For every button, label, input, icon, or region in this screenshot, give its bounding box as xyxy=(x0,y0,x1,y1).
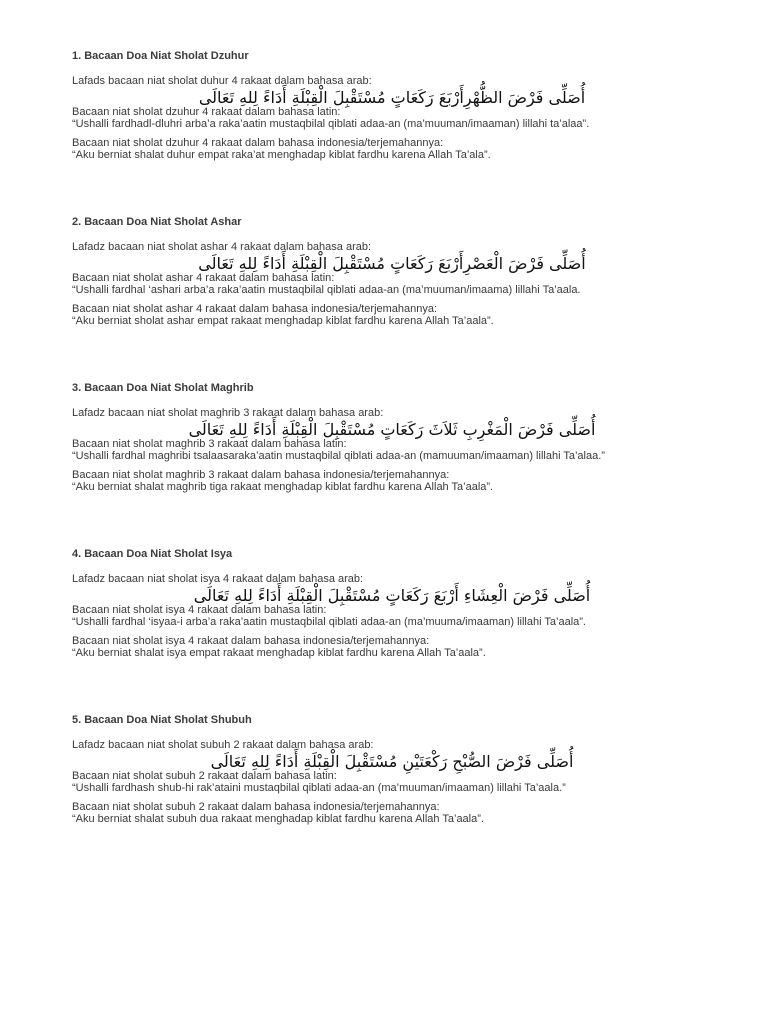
section-title: 2. Bacaan Doa Niat Sholat Ashar xyxy=(72,216,242,228)
section-title: 1. Bacaan Doa Niat Sholat Dzuhur xyxy=(72,50,249,62)
latin-label: Bacaan niat sholat maghrib 3 rakaat dalam bahasa latin: xyxy=(72,437,347,450)
section-title: 5. Bacaan Doa Niat Sholat Shubuh xyxy=(72,714,252,726)
translation-text: “Aku berniat shalat maghrib tiga rakaat menghadap kiblat fardhu karena Allah Ta’aala”. xyxy=(72,481,494,493)
document-page xyxy=(72,49,712,879)
translation-label: Bacaan niat sholat ashar 4 rakaat dalam bahasa indonesia/terjemahannya: xyxy=(72,302,438,315)
translation-text: “Aku berniat shalat subuh dua rakaat menghadap kiblat fardhu karena Allah Ta’aala”. xyxy=(72,813,484,825)
arabic-text: أُصَلِّى فَرْضَ الْعَصْرِأَرْبَعَ رَكَعَاتٍ مُسْتَقْبِلَ الْقِبْلَةِ أَدَاءً لِلهِ تَعَالَى xyxy=(198,253,586,273)
latin-text: “Ushalli fardhal ‘ashari arba’a raka’aatin mustaqbilal qiblati adaa-an (ma’muuman/imaama) lillahi Ta’aala. xyxy=(72,284,581,296)
latin-text: “Ushalli fardhadl-dluhri arba’a raka’aatin mustaqbilal qiblati adaa-an (ma’muuman/imaaman) lillahi ta’alaa”. xyxy=(72,118,590,130)
arabic-intro: Lafadz bacaan niat sholat ashar 4 rakaat dalam bahasa arab: xyxy=(72,241,372,253)
latin-text: “Ushalli fardhal maghribi tsalaasaraka’aatin mustaqbilal qiblati adaa-an (mamuuman/imaaman) lillahi Ta’alaa.” xyxy=(72,450,605,462)
arabic-text: أُصَلِّى فَرْضَ الصُّبْحِ رَكْعَتَيْنِ مُسْتَقْبِلَ الْقِبْلَةِ أَدَاءً لِلهِ تَعَالَى xyxy=(210,751,574,771)
arabic-intro: Lafadz bacaan niat sholat maghrib 3 rakaat dalam bahasa arab: xyxy=(72,407,384,419)
translation-text: “Aku berniat shalat duhur empat raka’at menghadap kiblat fardhu karena Allah Ta’ala”. xyxy=(72,149,491,161)
latin-label: Bacaan niat sholat dzuhur 4 rakaat dalam bahasa latin: xyxy=(72,105,341,118)
translation-label: Bacaan niat sholat subuh 2 rakaat dalam bahasa indonesia/terjemahannya: xyxy=(72,800,440,813)
latin-label: Bacaan niat sholat ashar 4 rakaat dalam bahasa latin: xyxy=(72,271,335,284)
translation-label: Bacaan niat sholat isya 4 rakaat dalam bahasa indonesia/terjemahannya: xyxy=(72,634,430,647)
translation-text: “Aku berniat shalat isya empat rakaat menghadap kiblat fardhu karena Allah Ta’aala”. xyxy=(72,647,486,659)
arabic-intro: Lafadz bacaan niat sholat isya 4 rakaat dalam bahasa arab: xyxy=(72,573,364,585)
arabic-intro: Lafadz bacaan niat sholat subuh 2 rakaat dalam bahasa arab: xyxy=(72,739,374,751)
translation-label: Bacaan niat sholat maghrib 3 rakaat dalam bahasa indonesia/terjemahannya: xyxy=(72,468,450,481)
section-dzuhur xyxy=(72,49,712,215)
section-title: 4. Bacaan Doa Niat Sholat Isya xyxy=(72,548,233,560)
latin-text: “Ushalli fardhash shub-hi rak’ataini mustaqbilal qiblati adaa-an (ma’muuman/imaaman) lillahi Ta’aala.” xyxy=(72,782,566,794)
section-maghrib xyxy=(72,381,712,547)
section-title: 3. Bacaan Doa Niat Sholat Maghrib xyxy=(72,382,254,394)
latin-label: Bacaan niat sholat subuh 2 rakaat dalam bahasa latin: xyxy=(72,769,337,782)
translation-label: Bacaan niat sholat dzuhur 4 rakaat dalam bahasa indonesia/terjemahannya: xyxy=(72,136,444,149)
arabic-intro: Lafads bacaan niat sholat duhur 4 rakaat dalam bahasa arab: xyxy=(72,75,372,87)
translation-text: “Aku berniat sholat ashar empat rakaat menghadap kiblat fardhu karena Allah Ta’aala”. xyxy=(72,315,494,327)
latin-label: Bacaan niat sholat isya 4 rakaat dalam bahasa latin: xyxy=(72,603,327,616)
arabic-text: أُصَلِّى فَرْضَ الْمَغْرِبِ ثَلاَثَ رَكَعَاتٍ مُسْتَقْبِلَ الْقِبْلَةِ أَدَاءً لِلهِ تَعَالَى xyxy=(188,419,596,439)
section-ashar xyxy=(72,215,712,381)
latin-text: “Ushalli fardhal ‘isyaa-i arba’a raka’aatin mustaqbilal qiblati adaa-an (ma’muuma/imaaman) lillahi Ta’aala”. xyxy=(72,616,586,628)
arabic-text: أُصَلِّى فَرْضَ الْعِشَاءِ أَرْبَعَ رَكَعَاتٍ مُسْتَقْبِلَ الْقِبْلَةِ أَدَاءً لِلهِ تَعَالَى xyxy=(193,585,591,605)
section-shubuh xyxy=(72,713,712,879)
section-isya xyxy=(72,547,712,713)
arabic-text: أُصَلِّى فَرْضَ الظُّهْرِأَرْبَعَ رَكَعَاتٍ مُسْتَقْبِلَ الْقِبْلَةِ أَدَاءً لِلهِ تَعَالَى xyxy=(198,87,586,107)
